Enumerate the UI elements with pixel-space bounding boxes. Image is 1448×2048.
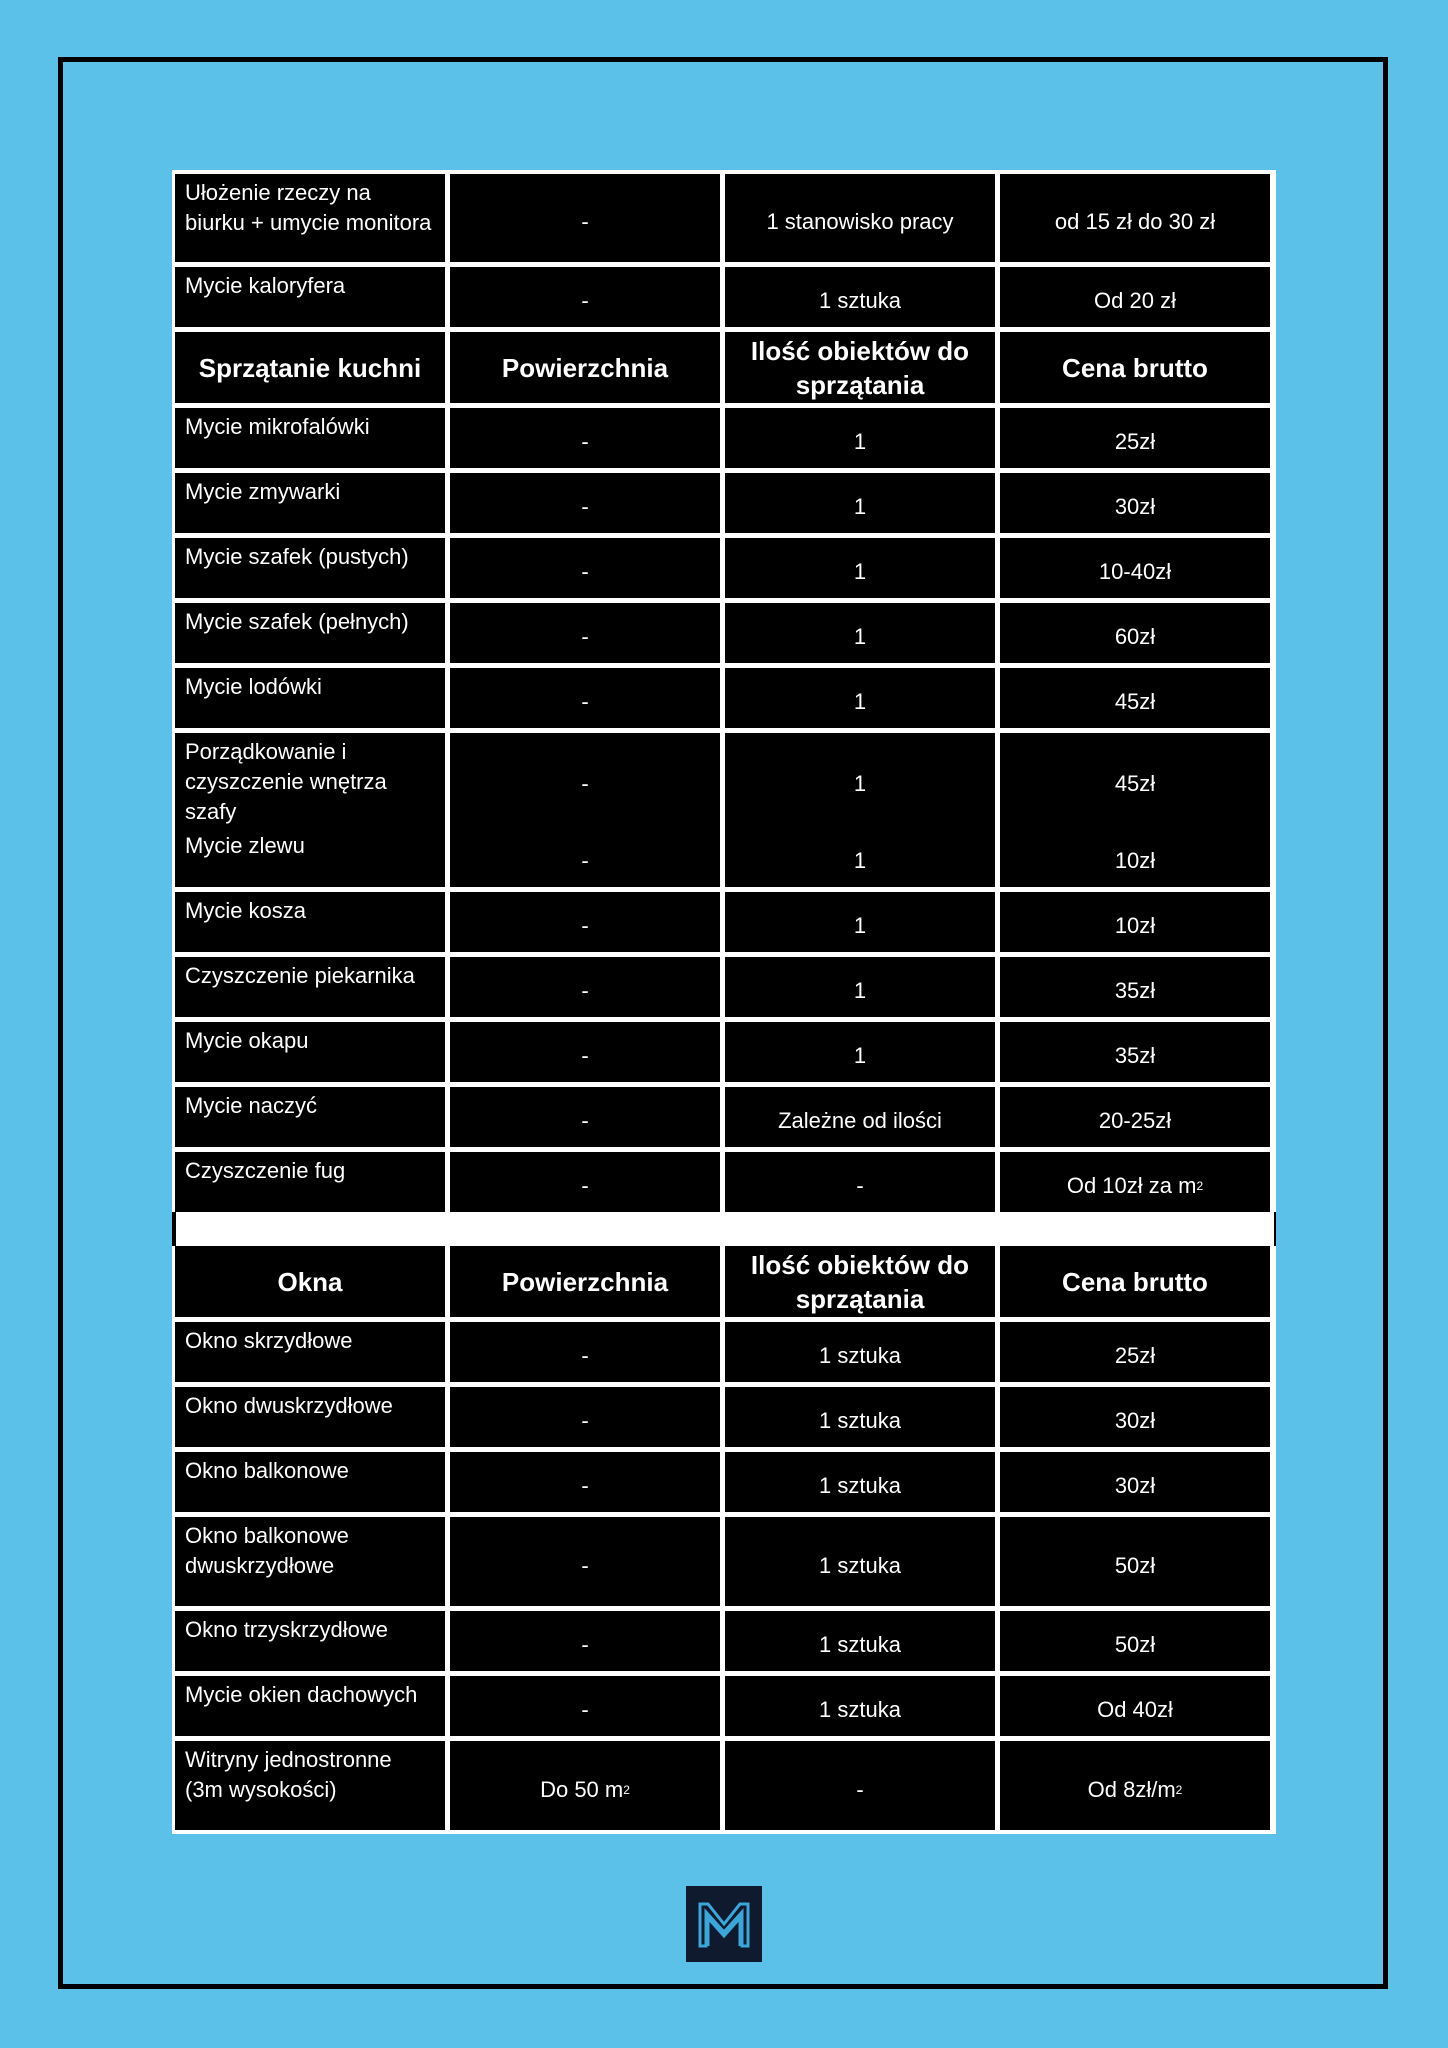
service-name: Okno balkonowe bbox=[175, 1452, 445, 1512]
header-price: Cena brutto bbox=[1000, 1246, 1270, 1317]
price-value: 30zł bbox=[1000, 1387, 1270, 1447]
price-value: 60zł bbox=[1000, 603, 1270, 663]
m-logo-icon bbox=[686, 1886, 762, 1962]
area-value: - bbox=[450, 267, 720, 327]
price-value: 20-25zł bbox=[1000, 1087, 1270, 1147]
price-value: Od 10zł za m 2 bbox=[1000, 1152, 1270, 1212]
service-name: Czyszczenie fug bbox=[175, 1152, 445, 1212]
area-value: - bbox=[450, 1452, 720, 1512]
qty-value: 1 bbox=[725, 538, 995, 598]
table-row bbox=[175, 174, 1273, 262]
qty-value: 1 sztuka bbox=[725, 267, 995, 327]
service-name: Mycie zmywarki bbox=[175, 473, 445, 533]
price-value: 30zł bbox=[1000, 1452, 1270, 1512]
service-name: Mycie szafek (pustych) bbox=[175, 538, 445, 598]
price-value: 25zł bbox=[1000, 1322, 1270, 1382]
qty-value: 1 bbox=[725, 957, 995, 1017]
table-row bbox=[175, 1517, 1273, 1606]
header-section-title: Okna bbox=[175, 1246, 445, 1317]
header-area: Powierzchnia bbox=[450, 1246, 720, 1317]
price-value: Od 8zł/m 2 bbox=[1000, 1741, 1270, 1830]
service-name: Okno dwuskrzydłowe bbox=[175, 1387, 445, 1447]
area-value: - bbox=[450, 892, 720, 952]
price-value: 10-40zł bbox=[1000, 538, 1270, 598]
area-value: - bbox=[450, 1152, 720, 1212]
qty-value: 1 bbox=[725, 1022, 995, 1082]
area-value: - bbox=[450, 538, 720, 598]
price-value: 50zł bbox=[1000, 1517, 1270, 1606]
price-value: 35zł bbox=[1000, 1022, 1270, 1082]
area-value: - bbox=[450, 1087, 720, 1147]
separator-cell bbox=[729, 1212, 999, 1246]
price-text: Od 8zł/m bbox=[1087, 1776, 1176, 1802]
price-value: Od 20 zł bbox=[1000, 267, 1270, 327]
table-row bbox=[175, 733, 1273, 822]
service-name: Mycie naczyć bbox=[175, 1087, 445, 1147]
table-row bbox=[175, 1676, 1273, 1736]
area-value: - bbox=[450, 1022, 720, 1082]
qty-value: 1 bbox=[725, 603, 995, 663]
service-name: Mycie okien dachowych bbox=[175, 1676, 445, 1736]
service-name: Okno balkonowe dwuskrzydłowe bbox=[175, 1517, 445, 1606]
price-value: 30zł bbox=[1000, 473, 1270, 533]
qty-value: 1 bbox=[725, 408, 995, 468]
price-value: 50zł bbox=[1000, 1611, 1270, 1671]
qty-value: 1 stanowisko pracy bbox=[725, 174, 995, 262]
area-text: Do 50 m bbox=[540, 1776, 624, 1802]
separator-cell bbox=[179, 1212, 449, 1246]
area-value: - bbox=[450, 957, 720, 1017]
price-value: 10zł bbox=[1000, 892, 1270, 952]
service-name: Mycie kaloryfera bbox=[175, 267, 445, 327]
area-value: - bbox=[450, 473, 720, 533]
qty-value: 1 sztuka bbox=[725, 1322, 995, 1382]
table-row bbox=[175, 538, 1273, 598]
table-row bbox=[175, 267, 1273, 327]
area-value: - bbox=[450, 1322, 720, 1382]
service-name: Czyszczenie piekarnika bbox=[175, 957, 445, 1017]
windows-header-row bbox=[175, 1246, 1273, 1317]
qty-value: - bbox=[725, 1741, 995, 1830]
logo-letter: M bbox=[724, 1958, 725, 1959]
area-value: - bbox=[450, 408, 720, 468]
qty-value: 1 bbox=[725, 892, 995, 952]
price-value: 45zł bbox=[1000, 733, 1270, 827]
area-value: - bbox=[450, 668, 720, 728]
table-row bbox=[175, 668, 1273, 728]
service-name: Ułożenie rzeczy na biurku + umycie monitora bbox=[175, 174, 445, 262]
table-row bbox=[175, 1022, 1273, 1082]
qty-value: 1 bbox=[725, 668, 995, 728]
service-name: Okno trzyskrzydłowe bbox=[175, 1611, 445, 1671]
area-value: - bbox=[450, 827, 720, 887]
table-row bbox=[175, 892, 1273, 952]
header-quantity: Ilość obiektów do sprzątania bbox=[725, 1246, 995, 1317]
area-value: - bbox=[450, 1676, 720, 1736]
price-value: 10zł bbox=[1000, 827, 1270, 887]
table-row bbox=[175, 1741, 1273, 1830]
qty-value: 1 sztuka bbox=[725, 1611, 995, 1671]
table-row bbox=[175, 1322, 1273, 1382]
qty-value: - bbox=[725, 1152, 995, 1212]
qty-value: 1 bbox=[725, 733, 995, 827]
table-row bbox=[175, 408, 1273, 468]
price-table bbox=[172, 170, 1276, 1834]
price-value: 45zł bbox=[1000, 668, 1270, 728]
service-name: Witryny jednostronne (3m wysokości) bbox=[175, 1741, 445, 1830]
area-value: - bbox=[450, 174, 720, 262]
header-price: Cena brutto bbox=[1000, 332, 1270, 403]
service-name: Mycie kosza bbox=[175, 892, 445, 952]
price-value: od 15 zł do 30 zł bbox=[1000, 174, 1270, 262]
table-row bbox=[175, 1452, 1273, 1512]
price-value: 25zł bbox=[1000, 408, 1270, 468]
service-name: Okno skrzydłowe bbox=[175, 1322, 445, 1382]
qty-value: 1 bbox=[725, 827, 995, 887]
kitchen-header-row bbox=[175, 332, 1273, 403]
service-name: Mycie mikrofalówki bbox=[175, 408, 445, 468]
service-name: Mycie szafek (pełnych) bbox=[175, 603, 445, 663]
table-row bbox=[175, 1087, 1273, 1147]
header-area: Powierzchnia bbox=[450, 332, 720, 403]
table-row bbox=[175, 473, 1273, 533]
area-value: - bbox=[450, 733, 720, 827]
brand-logo bbox=[686, 1886, 762, 1962]
table-row bbox=[175, 603, 1273, 663]
service-name: Porządkowanie i czyszczenie wnętrza szafy bbox=[175, 733, 445, 827]
qty-value: 1 sztuka bbox=[725, 1517, 995, 1606]
table-row bbox=[175, 1611, 1273, 1671]
area-value: - bbox=[450, 1517, 720, 1606]
area-value: - bbox=[450, 1611, 720, 1671]
qty-value: Zależne od ilości bbox=[725, 1087, 995, 1147]
price-value: Od 40zł bbox=[1000, 1676, 1270, 1736]
qty-value: 1 sztuka bbox=[725, 1676, 995, 1736]
header-section-title: Sprzątanie kuchni bbox=[175, 332, 445, 403]
separator-row bbox=[172, 1212, 1276, 1246]
price-value: 35zł bbox=[1000, 957, 1270, 1017]
qty-value: 1 sztuka bbox=[725, 1452, 995, 1512]
table-row bbox=[175, 1152, 1273, 1212]
area-value: - bbox=[450, 603, 720, 663]
service-name: Mycie zlewu bbox=[175, 827, 445, 887]
separator-cell bbox=[454, 1212, 724, 1246]
separator-cell bbox=[1004, 1212, 1274, 1246]
table-row bbox=[175, 1387, 1273, 1447]
qty-value: 1 sztuka bbox=[725, 1387, 995, 1447]
table-row bbox=[175, 957, 1273, 1017]
service-name: Mycie lodówki bbox=[175, 668, 445, 728]
header-quantity: Ilość obiektów do sprzątania bbox=[725, 332, 995, 403]
table-row bbox=[175, 827, 1273, 887]
area-value: - bbox=[450, 1387, 720, 1447]
service-name: Mycie okapu bbox=[175, 1022, 445, 1082]
qty-value: 1 bbox=[725, 473, 995, 533]
price-text: Od 10zł za m bbox=[1066, 1173, 1197, 1198]
area-value: Do 50 m 2 bbox=[450, 1741, 720, 1830]
